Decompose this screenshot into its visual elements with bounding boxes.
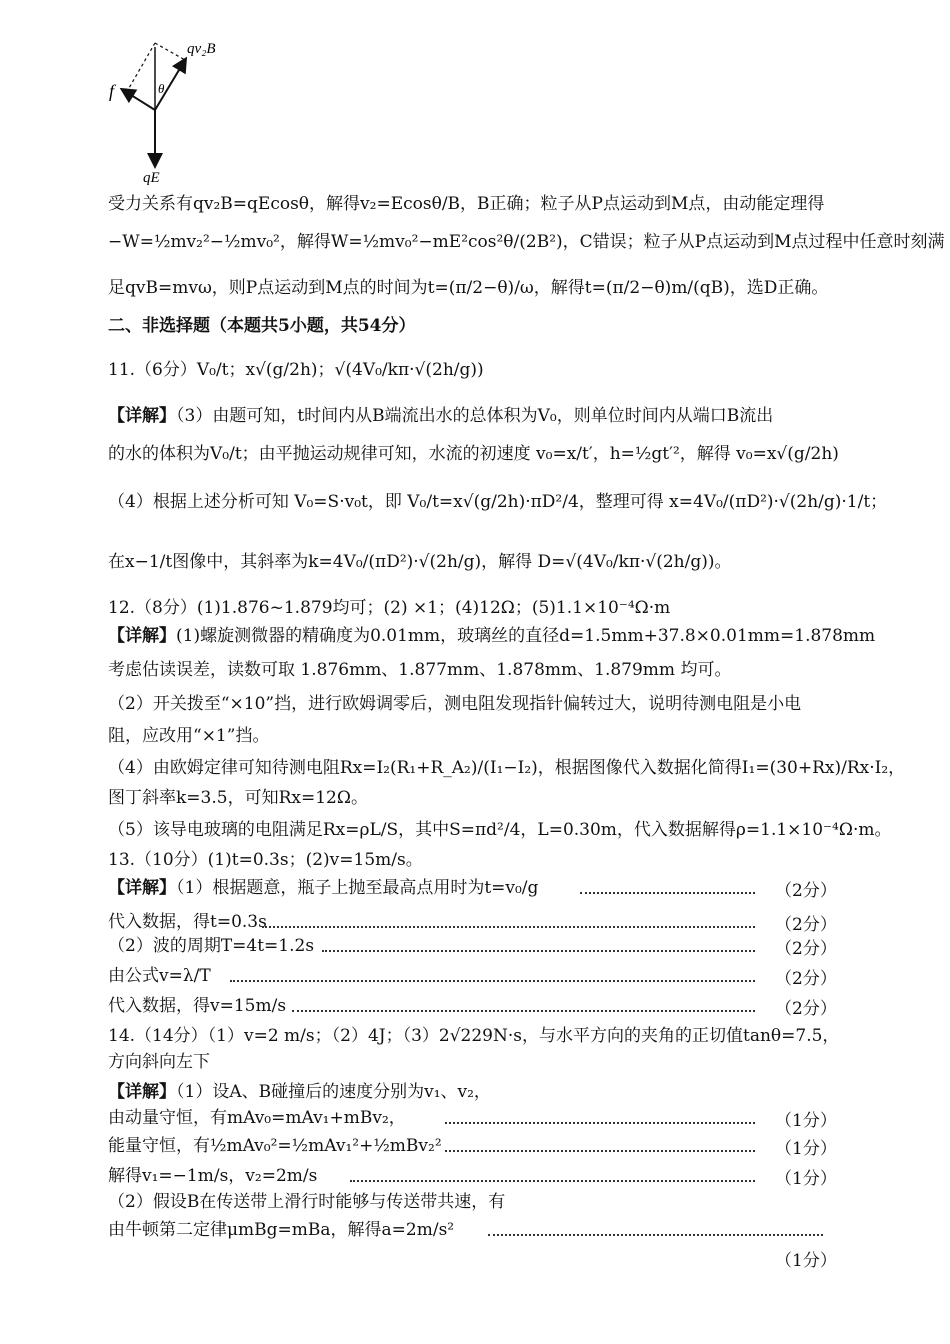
text-line: −W=½mv₂²−½mv₀²，解得W=½mv₀²−mE²cos²θ/(2B²)，C错误；粒子从P点运动到M点过程中任意时刻满	[108, 232, 945, 252]
answer-11: 11.（6分）V₀/t；x√(g/2h)；√(4V₀/kπ·√(2h/g))	[108, 360, 484, 380]
detail-line: 【详解】（1）根据题意，瓶子上抛至最高点用时为t=v₀/g	[108, 878, 539, 898]
leader-dots	[292, 1010, 755, 1012]
detail-line: （2）开关拨至“×10”挡，进行欧姆调零后，测电阻发现指针偏转过大，说明待测电阻是小电	[108, 694, 802, 714]
detail-line: 【详解】（1）设A、B碰撞后的速度分别为v₁、v₂，	[108, 1082, 491, 1102]
answer-14-direction: 方向斜向左下	[108, 1052, 210, 1072]
score-label: （1分）	[775, 1111, 837, 1131]
answer-13: 13.（10分）(1)t=0.3s；(2)v=15m/s。	[108, 850, 423, 870]
leader-dots	[488, 1234, 823, 1236]
detail-line: 由公式v=λ/T	[108, 966, 211, 986]
detail-line: 考虑估读误差，读数可取 1.876mm、1.877mm、1.878mm、1.879mm 均可。	[108, 660, 732, 680]
score-label: （2分）	[775, 915, 837, 935]
label-theta: θ	[158, 81, 165, 96]
label-qe: qE	[143, 170, 160, 185]
label-qv2b: qv₂B	[187, 41, 216, 57]
score-label: （2分）	[775, 999, 837, 1019]
score-label: （1分）	[775, 1169, 837, 1189]
detail-line: 能量守恒，有½mAv₀²=½mAv₁²+½mBv₂²	[108, 1136, 442, 1156]
detail-line: 解得v₁=−1m/s，v₂=2m/s	[108, 1166, 318, 1186]
label-f: f	[109, 81, 115, 101]
detail-line: 阻，应改用“×1”挡。	[108, 726, 270, 746]
detail-line: （5）该导电玻璃的电阻满足Rx=ρL/S，其中S=πd²/4，L=0.30m，代入数据解得ρ=1.1×10⁻⁴Ω·m。	[108, 820, 892, 840]
answer-12: 12.（8分）(1)1.876~1.879均可；(2) ×1；(4)12Ω；(5)1.1×10⁻⁴Ω·m	[108, 598, 671, 618]
force-diagram	[95, 35, 245, 185]
detail-line: 代入数据，得v=15m/s	[108, 996, 287, 1016]
detail-mark: 【详解】	[108, 1082, 176, 1102]
leader-dots	[262, 926, 755, 928]
score-label: （2分）	[775, 939, 837, 959]
detail-line: （4）根据上述分析可知 V₀=S·v₀t，即 V₀/t=x√(g/2h)·πD²/4，整理可得 x=4V₀/(πD²)·√(2h/g)·1/t；	[108, 492, 888, 512]
detail-line: 由动量守恒，有mAv₀=mAv₁+mBv₂，	[108, 1108, 406, 1128]
leader-dots	[322, 950, 755, 952]
detail-line: 在x−1/t图像中，其斜率为k=4V₀/(πD²)·√(2h/g)，解得 D=√(4V₀/kπ·√(2h/g))。	[108, 552, 732, 572]
detail-mark: 【详解】	[108, 406, 176, 426]
detail-line: 的水的体积为V₀/t；由平抛运动规律可知，水流的初速度 v₀=x/t′，h=½gt′²，解得 v₀=x√(g/2h)	[108, 444, 839, 464]
detail-line: （4）由欧姆定律可知待测电阻Rx=I₂(R₁+R_A₂)/(I₁−I₂)，根据图像代入数据化简得I₁=(30+Rx)/Rx·I₂，	[108, 758, 906, 778]
score-label: （1分）	[775, 1251, 837, 1271]
detail-mark: 【详解】	[108, 878, 176, 898]
score-label: （2分）	[775, 881, 837, 901]
section-heading: 二、非选择题（本题共5小题，共54分）	[108, 316, 416, 336]
answer-14: 14.（14分）（1）v=2 m/s；（2）4J；（3）2√229N·s，与水平方向的夹角的正切值tanθ=7.5，	[108, 1026, 840, 1046]
detail-line: 图丁斜率k=3.5，可知Rx=12Ω。	[108, 788, 368, 808]
score-label: （1分）	[775, 1139, 837, 1159]
leader-dots	[445, 1150, 755, 1152]
detail-line: （2）假设B在传送带上滑行时能够与传送带共速，有	[108, 1192, 506, 1212]
text-line: 足qvB=mvω，则P点运动到M点的时间为t=(π/2−θ)/ω，解得t=(π/2−θ)m/(qB)，选D正确。	[108, 278, 829, 298]
detail-line: 由牛顿第二定律μmBg=mBa，解得a=2m/s²	[108, 1220, 455, 1240]
detail-line: 【详解】（3）由题可知，t时间内从B端流出水的总体积为V₀，则单位时间内从端口B流出	[108, 406, 774, 426]
leader-dots	[350, 1180, 755, 1182]
leader-dots	[445, 1122, 755, 1124]
text-line: 受力关系有qv₂B=qEcosθ，解得v₂=Ecosθ/B，B正确；粒子从P点运动到M点，由动能定理得	[108, 194, 825, 214]
leader-dots	[230, 980, 755, 982]
detail-line: 【详解】(1)螺旋测微器的精确度为0.01mm，玻璃丝的直径d=1.5mm+37.8×0.01mm=1.878mm	[108, 626, 876, 646]
detail-mark: 【详解】	[108, 626, 176, 646]
detail-line: （2）波的周期T=4t=1.2s	[108, 936, 315, 956]
score-label: （2分）	[775, 969, 837, 989]
detail-line: 代入数据，得t=0.3s	[108, 912, 267, 932]
leader-dots	[580, 892, 755, 894]
